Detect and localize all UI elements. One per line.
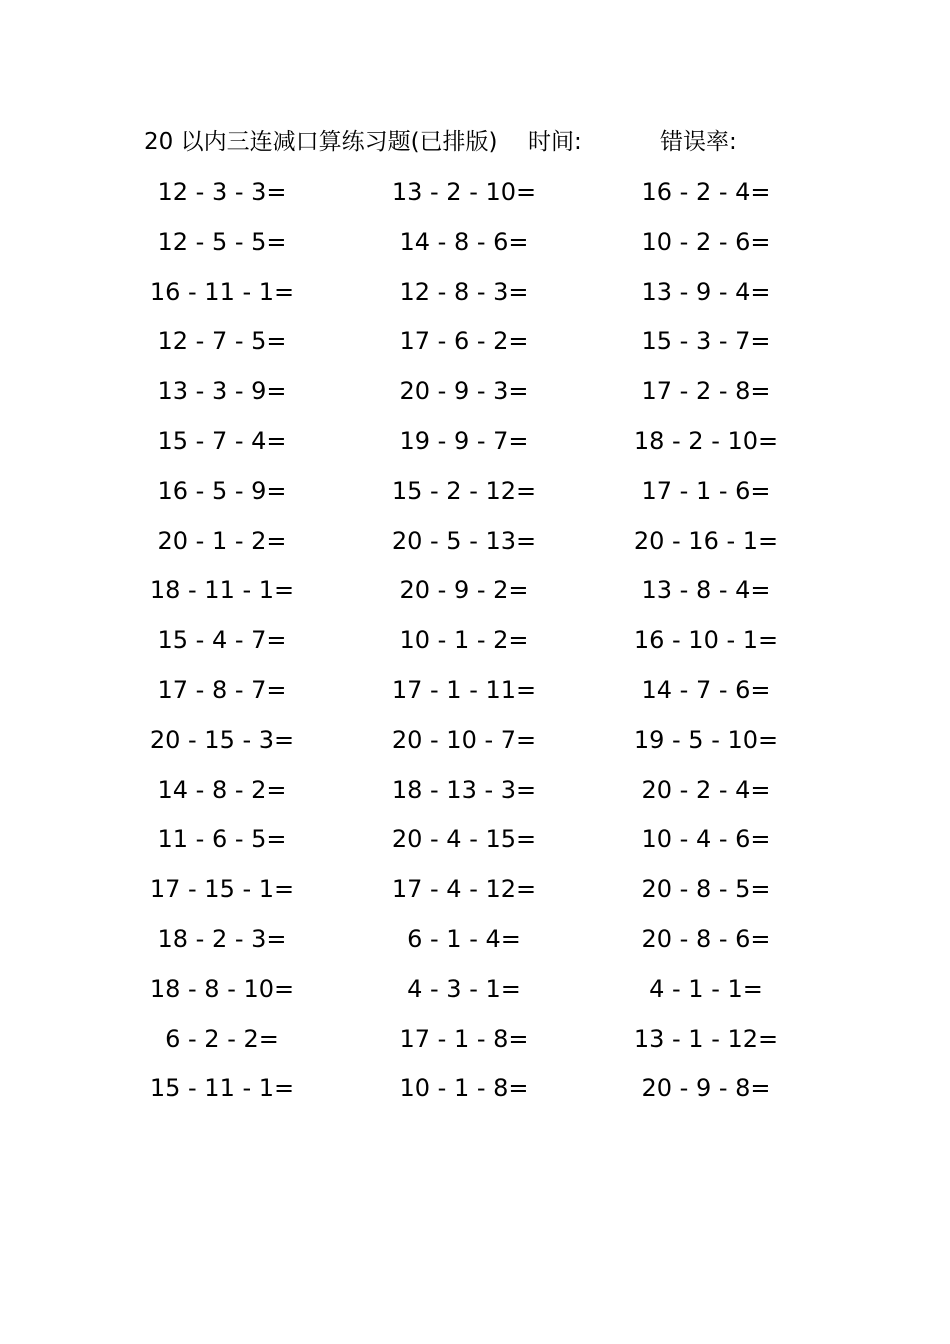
problem-item: 18 - 2 - 3=: [157, 924, 287, 953]
problem-item: 16 - 10 - 1=: [633, 626, 779, 655]
problem-item: 20 - 2 - 4=: [641, 775, 771, 804]
problem-row: [0, 321, 950, 371]
problem-row: [0, 720, 950, 770]
problem-item: 13 - 3 - 9=: [157, 377, 287, 406]
problem-item: 13 - 8 - 4=: [641, 576, 771, 605]
problem-row: [0, 869, 950, 919]
problem-row: [0, 172, 950, 222]
problem-item: 20 - 9 - 2=: [399, 576, 529, 605]
problem-item: 15 - 2 - 12=: [391, 476, 537, 505]
problem-item: 11 - 6 - 5=: [157, 825, 287, 854]
problem-item: 12 - 8 - 3=: [399, 277, 529, 306]
problem-item: 16 - 5 - 9=: [157, 476, 287, 505]
problem-item: 20 - 16 - 1=: [633, 526, 779, 555]
time-label: 时间:: [528, 129, 582, 155]
problem-item: 12 - 7 - 5=: [157, 327, 287, 356]
problem-item: 20 - 5 - 13=: [391, 526, 537, 555]
problem-item: 18 - 11 - 1=: [149, 576, 295, 605]
problem-item: 4 - 1 - 1=: [649, 974, 763, 1003]
problem-item: 13 - 2 - 10=: [391, 178, 537, 206]
error-rate-label: 错误率:: [660, 129, 737, 155]
problem-item: 10 - 2 - 6=: [641, 227, 771, 256]
problem-item: 18 - 13 - 3=: [391, 775, 537, 804]
problem-item: 15 - 11 - 1=: [149, 1074, 295, 1103]
problem-item: 10 - 4 - 6=: [641, 825, 771, 854]
problem-item: 15 - 4 - 7=: [157, 626, 287, 655]
problem-row: [0, 421, 950, 471]
problem-item: 17 - 4 - 12=: [391, 875, 537, 904]
problem-row: [0, 819, 950, 869]
problem-item: 17 - 2 - 8=: [641, 377, 771, 406]
problem-item: 15 - 3 - 7=: [641, 327, 771, 356]
problem-item: 12 - 3 - 3=: [157, 178, 287, 206]
problem-row: [0, 521, 950, 571]
problem-item: 18 - 2 - 10=: [633, 426, 779, 455]
problem-item: 19 - 9 - 7=: [399, 426, 529, 455]
problem-item: 20 - 4 - 15=: [391, 825, 537, 854]
problem-row: [0, 570, 950, 620]
problem-item: 13 - 9 - 4=: [641, 277, 771, 306]
problem-item: 15 - 7 - 4=: [157, 426, 287, 455]
problem-row: [0, 770, 950, 820]
problem-item: 17 - 1 - 11=: [391, 675, 537, 704]
problem-item: 14 - 8 - 6=: [399, 227, 529, 256]
problem-item: 20 - 10 - 7=: [391, 725, 537, 754]
problem-row: [0, 969, 950, 1019]
problem-item: 13 - 1 - 12=: [633, 1024, 779, 1053]
problem-row: [0, 222, 950, 272]
problem-item: 6 - 1 - 4=: [407, 924, 521, 953]
problem-row: [0, 272, 950, 322]
problem-item: 17 - 15 - 1=: [149, 875, 295, 904]
problem-item: 17 - 8 - 7=: [157, 675, 287, 704]
problem-item: 20 - 9 - 8=: [641, 1074, 771, 1103]
problem-item: 16 - 2 - 4=: [641, 178, 771, 206]
problem-row: [0, 471, 950, 521]
problem-item: 20 - 15 - 3=: [149, 725, 295, 754]
problem-item: 20 - 8 - 5=: [641, 875, 771, 904]
problem-item: 6 - 2 - 2=: [165, 1024, 279, 1053]
problem-item: 20 - 9 - 3=: [399, 377, 529, 406]
problem-item: 17 - 1 - 8=: [399, 1024, 529, 1053]
worksheet-title: 20 以内三连减口算练习题(已排版): [144, 129, 498, 155]
problem-item: 17 - 6 - 2=: [399, 327, 529, 356]
problem-item: 19 - 5 - 10=: [633, 725, 779, 754]
problem-row: [0, 1019, 950, 1069]
problem-row: [0, 371, 950, 421]
problem-grid: [0, 172, 950, 1118]
problem-item: 20 - 1 - 2=: [157, 526, 287, 555]
problem-item: 16 - 11 - 1=: [149, 277, 295, 306]
problem-item: 10 - 1 - 8=: [399, 1074, 529, 1103]
problem-item: 4 - 3 - 1=: [407, 974, 521, 1003]
problem-row: [0, 1068, 950, 1118]
problem-item: 14 - 7 - 6=: [641, 675, 771, 704]
problem-item: 18 - 8 - 10=: [149, 974, 295, 1003]
worksheet-header: [0, 124, 950, 160]
problem-row: [0, 620, 950, 670]
problem-item: 10 - 1 - 2=: [399, 626, 529, 655]
problem-row: [0, 670, 950, 720]
problem-item: 12 - 5 - 5=: [157, 227, 287, 256]
problem-item: 14 - 8 - 2=: [157, 775, 287, 804]
problem-row: [0, 919, 950, 969]
problem-item: 17 - 1 - 6=: [641, 476, 771, 505]
problem-item: 20 - 8 - 6=: [641, 924, 771, 953]
